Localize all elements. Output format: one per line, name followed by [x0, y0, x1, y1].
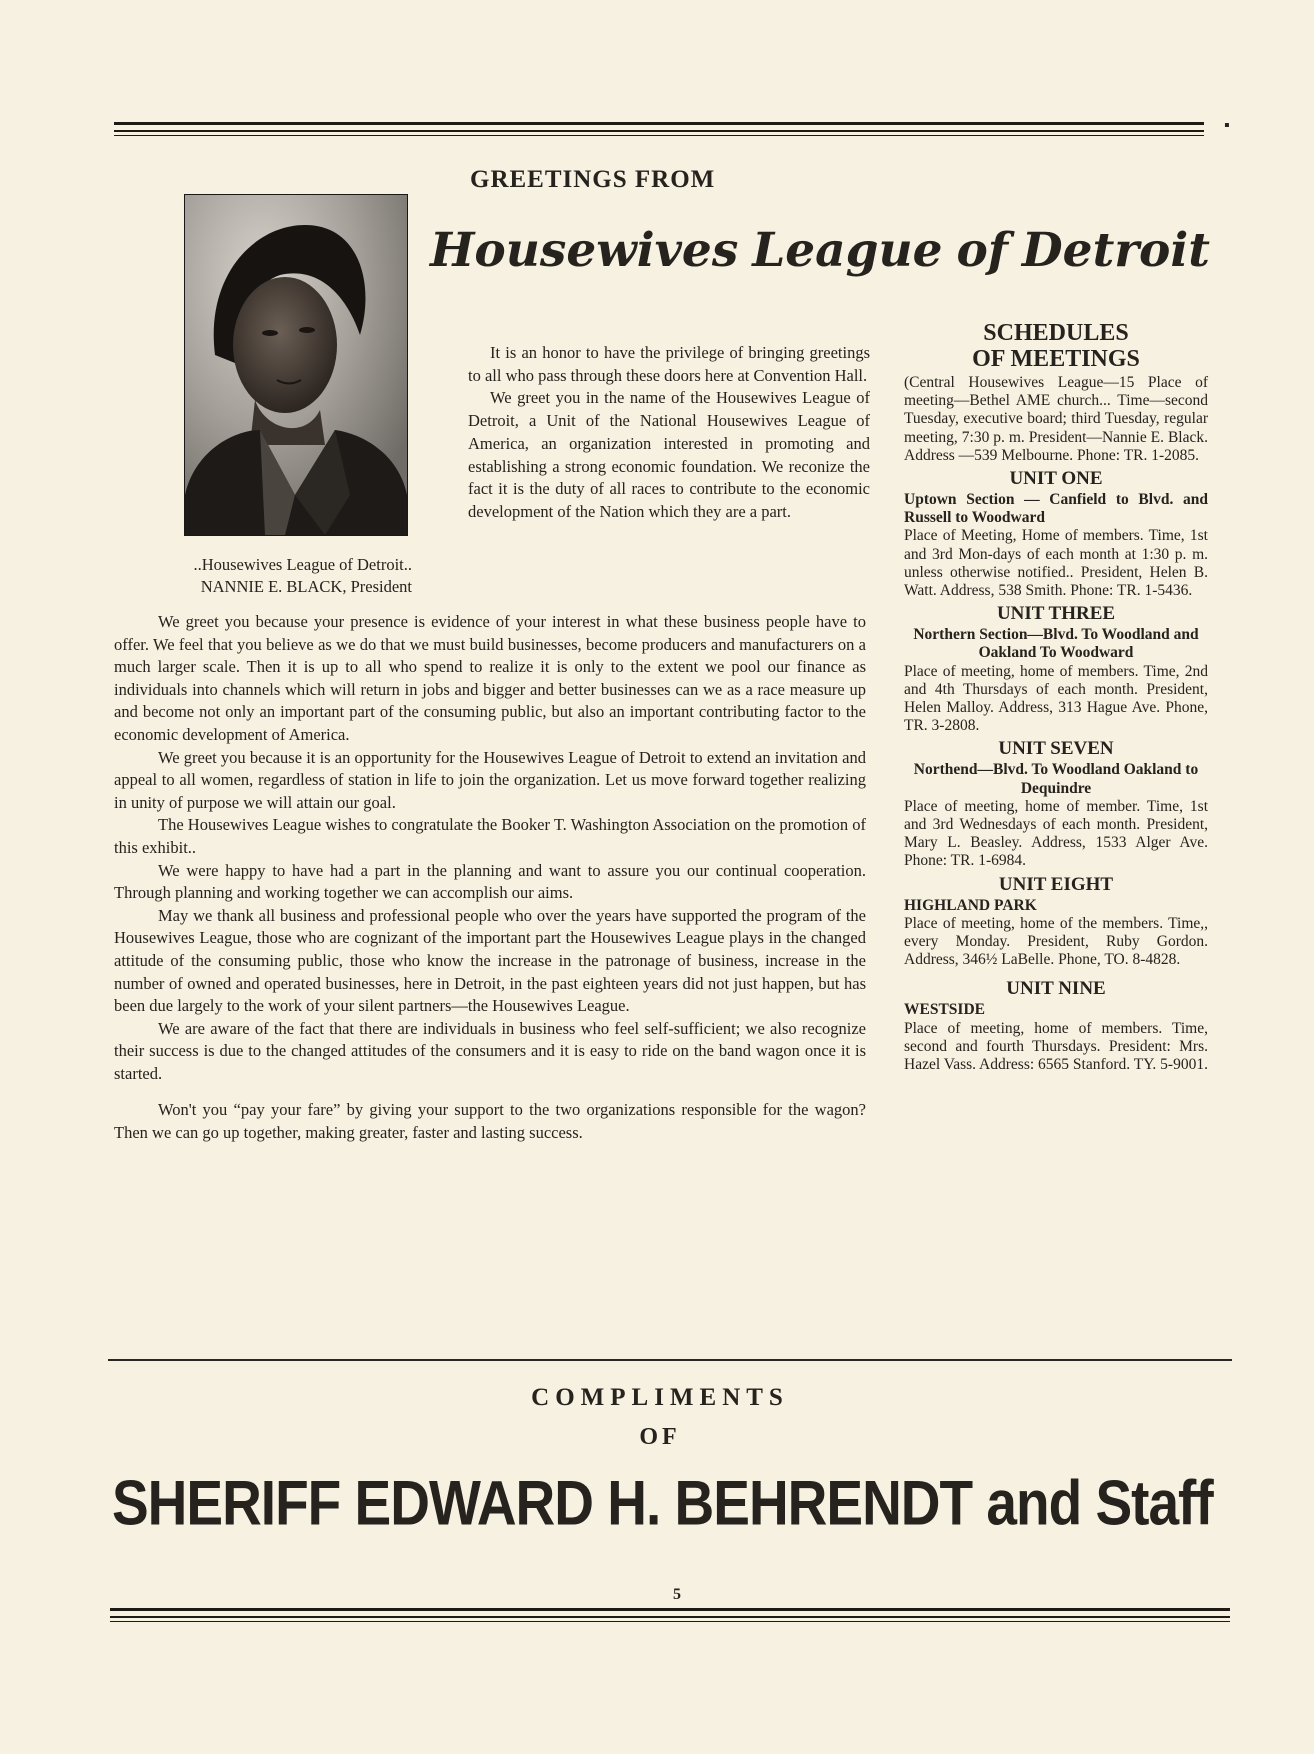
intro-paragraph: It is an honor to have the privilege of bringing greetings to all who pass through these doors here at Convention Hall.: [468, 343, 870, 385]
unit-eight-section: HIGHLAND PARK: [904, 896, 1037, 914]
unit-one-heading: UNIT ONE: [1009, 468, 1103, 490]
intro-paragraph: We greet you in the name of the Housewives League of Detroit, a Unit of the National Housewives League of America, an organization interested in promoting and establishing a strong economic foundation. We reconize the fact it is the duty of all races to contribute to the economic development of the Nation which they are a part.: [468, 388, 870, 521]
unit-seven-section: Northend—Blvd. To Woodland Oakland to Dequindre: [913, 761, 1199, 797]
title-word: Detroit: [1021, 222, 1210, 278]
unit-eight-heading: UNIT EIGHT: [998, 873, 1114, 895]
schedules-title: [904, 320, 1208, 372]
unit-nine-heading: UNIT NINE: [1006, 978, 1106, 1000]
central-league-info: (Central Housewives League—15 Place of meeting—Bethel AME church... Time—second Tuesday, executive board; third Tuesday, regular meeting, 7:30 p. m. President—Nannie E. Black. Address —539 Melbourne. Phone: TR. 1-2085.: [904, 374, 1208, 464]
body-paragraph: We greet you because it is an opportunity for the Housewives League of Detroit to extend an invitation and appeal to all women, regardless of station in life to join the organization. Let us move forward together realizing in unity of purpose we will attain our goal.: [114, 747, 866, 812]
unit-seven-heading: UNIT SEVEN: [998, 738, 1114, 760]
body-paragraph: The Housewives League wishes to congratulate the Booker T. Washington Association on the promotion of this exhibit..: [114, 815, 866, 857]
unit-seven-details: Place of meeting, home of member. Time, 1st and 3rd Wednesdays of each month. President, Mary L. Beasley. Address, 1533 Alger Ave. Phone: TR. 1-6984.: [904, 797, 1208, 870]
unit-three-details: Place of meeting, home of members. Time, 2nd and 4th Thursdays of each month. President, Helen Malloy. Address, 313 Hague Ave. Phone, TR. 3-2808.: [904, 662, 1208, 735]
bottom-rule: [110, 1608, 1230, 1624]
president-portrait: [184, 194, 408, 536]
title-word: League: [752, 222, 943, 278]
intro-text: [468, 342, 870, 524]
title-word: Housewives: [430, 222, 739, 278]
unit-nine-details: Place of meeting, home of members. Time, second and fourth Thursdays. President: Mrs. Hazel Vass. Address: 6565 Stanford. TY. 5-9001.: [904, 1019, 1208, 1074]
body-paragraph: We greet you because your presence is evidence of your interest in what these business people have to offer. We feel that you believe as we do that we must build businesses, become producers and manufacturers on a much larger scale. Then it is up to all who spend to realize it is only to the extent we pool our finance as individuals into channels which will return in jobs and bigger and better businesses can we as a race measure up and become not only an important part of the consuming public, but also an important contributing factor to the economic development of America.: [114, 612, 866, 744]
unit-three-heading: UNIT THREE: [996, 603, 1116, 625]
unit-one-section: Uptown Section — Canfield to Blvd. and Russell to Woodward: [904, 491, 1208, 527]
body-paragraph: We were happy to have had a part in the planning and want to assure you our continual cooperation. Through planning and working together we can accomplish our aims.: [114, 860, 866, 903]
unit-eight-details: Place of meeting, home of the members. Time,, every Monday. President, Ruby Gordon. Address, 346½ LaBelle. Phone, TO. 8-4828.: [904, 914, 1208, 969]
greeting-body: [114, 611, 866, 1145]
schedules-title-line: SCHEDULES: [983, 320, 1129, 346]
body-paragraph: We are aware of the fact that there are individuals in business who feel self-sufficient; we also recognize their success is due to the changed attitudes of the consumers and it is easy to ride on the band wagon once it is started.: [114, 1018, 866, 1083]
compliments-heading: COMPLIMENTS: [531, 1384, 789, 1411]
page-number: 5: [673, 1586, 681, 1603]
caption-org: ..Housewives League of Detroit..: [193, 555, 412, 574]
caption-name: NANNIE E. BLACK, President: [200, 577, 412, 596]
divider: [108, 1359, 1232, 1361]
schedules-title-line: OF MEETINGS: [972, 346, 1140, 372]
league-title: [430, 212, 1210, 288]
photo-caption: [112, 554, 412, 598]
body-paragraph: May we thank all business and professional people who over the years have supported the program of the Housewives League, those who are cognizant of the important part the Housewives League plays in the changed attitude of the consuming public, those who know the increase in the patronage of business, increase in the number of owned and operated businesses, here in Detroit, in the past eighteen years did not just happen, but has been due largely to the work of your silent partners—the Housewives League.: [114, 905, 866, 1016]
greetings-heading: GREETINGS FROM: [470, 166, 716, 193]
corner-mark: ▪: [1224, 117, 1230, 134]
sponsor-name: SHERIFF EDWARD H. BEHRENDT and Staff: [112, 1467, 1213, 1539]
unit-nine-section: WESTSIDE: [904, 1001, 985, 1019]
unit-one-details: Place of Meeting, Home of members. Time, 1st and 3rd Mon-days of each month at 1:30 p. m. unless otherwise notified.. President, Helen B. Watt. Address, 538 Smith. Phone: TR. 1-5436.: [904, 527, 1208, 600]
body-paragraph: Won't you “pay your fare” by giving your support to the two organizations responsible for the wagon? Then we can go up together, making greater, faster and lasting success.: [114, 1100, 866, 1143]
meeting-schedules: [904, 320, 1208, 1074]
unit-three-section: Northern Section—Blvd. To Woodland and Oakland To Woodward: [913, 626, 1199, 662]
of-label: OF: [639, 1424, 681, 1450]
title-word: of: [956, 222, 1009, 278]
top-rule: [114, 122, 1204, 138]
